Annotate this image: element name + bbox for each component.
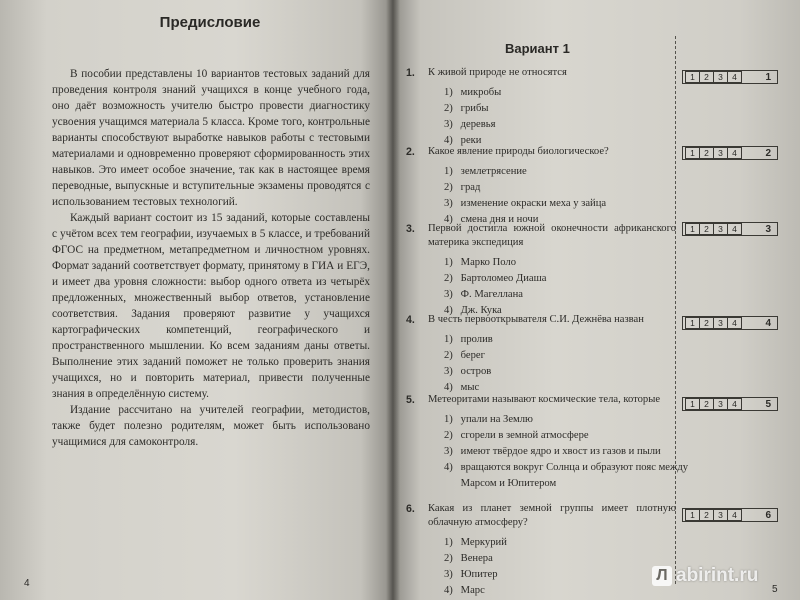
question-5 — [406, 393, 689, 492]
answer-cell[interactable]: 1 — [685, 223, 700, 235]
question-2 — [406, 145, 676, 228]
answer-option: 4) Марс — [444, 585, 485, 596]
answer-option: 3) Ф. Магеллана — [444, 289, 523, 300]
watermark-text: abirint.ru — [676, 565, 759, 586]
answer-cell[interactable]: 3 — [713, 317, 728, 329]
question-text: Первой достигла южной оконечности африканского материка экспедиция — [428, 223, 676, 248]
answer-option: 3) остров — [444, 366, 492, 377]
answer-option: 3) имеют твёрдое ядро и хвост из газов и пыли — [444, 446, 661, 457]
answer-option: 4) мыс — [444, 382, 480, 393]
answer-option: 2) Венера — [444, 553, 493, 564]
book-gutter — [386, 0, 400, 600]
preface-text — [52, 66, 370, 450]
question-text: К живой природе не относятся — [428, 67, 567, 78]
answer-option: 4) Дж. Кука — [444, 305, 502, 316]
question-number: 6. — [406, 503, 415, 515]
answer-option: 1) Марко Поло — [444, 257, 517, 268]
answer-cell[interactable]: 2 — [699, 147, 714, 159]
answer-cell[interactable]: 1 — [685, 71, 700, 83]
page-number-right: 5 — [772, 584, 778, 595]
question-number: 1. — [406, 67, 415, 79]
answer-cell[interactable]: 4 — [727, 317, 742, 329]
question-number: 4. — [406, 314, 415, 326]
answer-box-6[interactable] — [682, 508, 778, 522]
question-6 — [406, 502, 676, 599]
preface-paragraph: Каждый вариант состоит из 15 заданий, которые составлены с учётом всех тем географии, изучаемых в 5 классе, и требований ФГОС на предметном, метапредметном и личностном уровнях. Формат заданий соответствует формату, принятому в ГИА и ЕГЭ, и имеет два уровня сложности: выбор одного ответа из четырёх предложенных, множественный выбор ответов, установление соответствия. Задания проверяют развитие у учащихся картографических компетенций, географического и пространственного мышлении. Ко всем заданиям даны ответы. Выполнение этих заданий поможет не только проверить знания учащихся, но и повторить материал, привести полученные знания в определённую систему. — [52, 212, 370, 400]
answer-option: 4) смена дня и ночи — [444, 214, 539, 225]
answer-option: 3) изменение окраски меха у зайца — [444, 198, 607, 209]
preface-paragraph: В пособии представлены 10 вариантов тестовых заданий для проведения контроля знаний учащихся в конце учебного года, оно даёт возможность учителю быстро провести диагностику усвоения учащимся материала 5 класса. Кроме того, контрольные варианты способствуют выработке навыков работы с тестовыми материалами и одновременно проверяют сформированность этих навыков. Это имеет особое значение, так как в настоящее время переводные, выпускные и вступительные экзамены проводятся с использованием тестовых технологий. — [52, 68, 370, 208]
answer-box-5[interactable] — [682, 397, 778, 411]
answer-cell[interactable]: 4 — [727, 147, 742, 159]
answer-cell[interactable]: 2 — [699, 71, 714, 83]
answer-option: 2) Бартоломео Диаша — [444, 273, 547, 284]
answer-cell[interactable]: 4 — [727, 71, 742, 83]
answer-option: 3) деревья — [444, 119, 496, 130]
answer-option: 2) берег — [444, 350, 485, 361]
answer-option: 1) микробы — [444, 87, 502, 98]
answer-box-number: 6 — [765, 509, 771, 521]
answer-box-number: 4 — [765, 317, 771, 329]
question-3 — [406, 222, 676, 319]
answer-option: 1) упали на Землю — [444, 414, 533, 425]
answer-cell[interactable]: 3 — [713, 509, 728, 521]
answer-option: 4) вращаются вокруг Солнца и образуют пояс между Марсом и Юпитером — [444, 462, 689, 489]
answer-cell[interactable]: 2 — [699, 509, 714, 521]
question-text: Метеоритами называют космические тела, которые — [428, 394, 661, 405]
answer-cell[interactable]: 3 — [713, 147, 728, 159]
answer-cell[interactable]: 3 — [713, 71, 728, 83]
question-4 — [406, 313, 676, 396]
preface-paragraph: Издание рассчитано на учителей географии, методистов, также будет полезно родителям, может быть использовано учащимися для самоконтроля. — [52, 404, 370, 448]
answer-cell[interactable]: 4 — [727, 509, 742, 521]
answer-option: 2) град — [444, 182, 481, 193]
answer-option: 3) Юпитер — [444, 569, 498, 580]
answer-cell[interactable]: 1 — [685, 147, 700, 159]
question-text: В честь первооткрывателя С.И. Дежнёва назван — [428, 314, 644, 325]
answer-box-number: 5 — [765, 398, 771, 410]
watermark — [652, 564, 758, 588]
preface-title: Предисловие — [159, 14, 261, 31]
answer-box-2[interactable] — [682, 146, 778, 160]
answer-option: 2) грибы — [444, 103, 489, 114]
question-text: Какое явление природы биологическое? — [428, 146, 609, 157]
answer-option: 1) землетрясение — [444, 166, 527, 177]
question-text: Какая из планет земной группы имеет плотную облачную атмосферу? — [428, 503, 676, 528]
answer-cell[interactable]: 2 — [699, 398, 714, 410]
answer-box-number: 3 — [765, 223, 771, 235]
answer-box-1[interactable] — [682, 70, 778, 84]
answer-option: 2) сгорели в земной атмосфере — [444, 430, 589, 441]
variant-title: Вариант 1 — [505, 41, 570, 56]
question-1 — [406, 66, 676, 149]
answer-box-number: 1 — [765, 71, 771, 83]
answer-cell[interactable]: 1 — [685, 509, 700, 521]
answer-box-3[interactable] — [682, 222, 778, 236]
answer-box-4[interactable] — [682, 316, 778, 330]
question-number: 5. — [406, 394, 415, 406]
answer-cell[interactable]: 4 — [727, 223, 742, 235]
answer-option: 4) реки — [444, 135, 482, 146]
answer-cell[interactable]: 1 — [685, 317, 700, 329]
answer-cell[interactable]: 2 — [699, 317, 714, 329]
page-number-left: 4 — [24, 578, 30, 589]
answer-cell[interactable]: 1 — [685, 398, 700, 410]
answer-box-number: 2 — [765, 147, 771, 159]
answer-option: 1) Меркурий — [444, 537, 507, 548]
labirint-logo-icon: Л — [652, 566, 672, 586]
answer-cell[interactable]: 4 — [727, 398, 742, 410]
question-number: 3. — [406, 223, 415, 235]
answer-cell[interactable]: 3 — [713, 223, 728, 235]
answer-cell[interactable]: 3 — [713, 398, 728, 410]
answer-option: 1) пролив — [444, 334, 493, 345]
question-number: 2. — [406, 146, 415, 158]
answer-cell[interactable]: 2 — [699, 223, 714, 235]
